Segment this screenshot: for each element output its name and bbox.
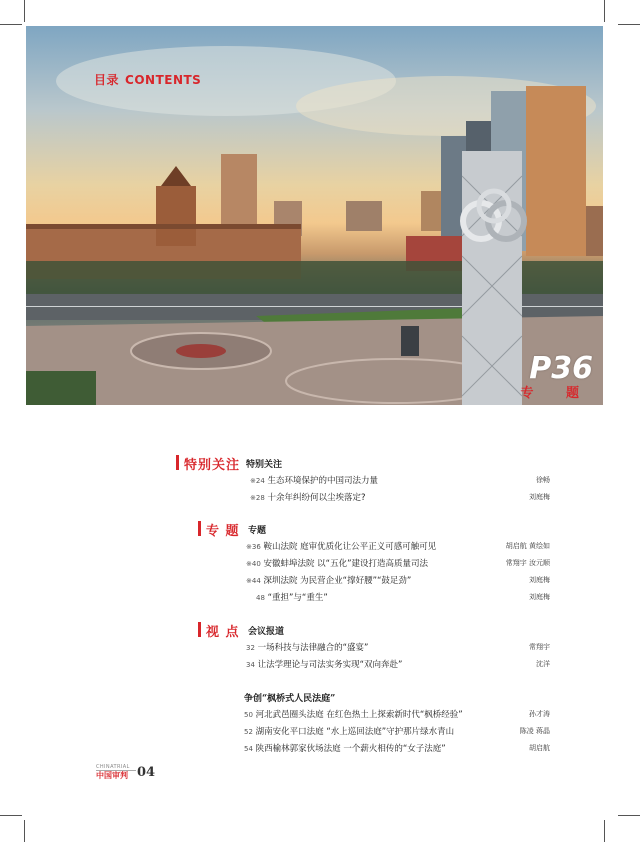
crop-mark <box>604 820 605 842</box>
item-author: 胡启航 <box>529 744 550 752</box>
section-fengqiao-courts <box>176 688 556 754</box>
cover-photo <box>26 26 603 405</box>
item-title: 鞍山法院 庭审优质化让公平正义可感可触可见 <box>263 542 437 552</box>
section-items <box>246 641 550 675</box>
section-marker <box>176 455 179 470</box>
list-item[interactable] <box>246 641 550 658</box>
crop-mark <box>604 0 605 22</box>
feature-page-badge[interactable] <box>520 351 593 401</box>
section-items <box>250 474 550 508</box>
item-title: 河北武邑圈头法庭 在红色热土上探索新时代“枫桥经验” <box>255 710 463 720</box>
item-author: 刘庭梅 <box>529 593 550 601</box>
item-title: 深圳法院 为民营企业“撑好腰”“鼓足劲” <box>263 576 412 586</box>
feature-page-tag: 专 题 <box>520 386 593 401</box>
list-item[interactable] <box>244 742 550 759</box>
item-page: 54 <box>244 745 253 753</box>
section-viewpoint <box>176 621 556 670</box>
magazine-logo <box>96 764 136 781</box>
item-page: 32 <box>246 644 255 652</box>
section-header <box>176 688 556 706</box>
contents-heading <box>94 71 201 88</box>
section-subtitle: 专题 <box>248 526 267 536</box>
list-item[interactable] <box>244 725 550 742</box>
list-item[interactable] <box>244 708 550 725</box>
crop-mark <box>24 0 25 22</box>
section-header <box>198 621 578 639</box>
section-header <box>198 520 578 538</box>
item-title: 生态环境保护的中国司法力量 <box>267 476 378 486</box>
crop-mark <box>618 815 640 816</box>
item-page: ※24 <box>250 477 265 485</box>
list-item[interactable] <box>246 574 550 591</box>
section-subtitle: 特别关注 <box>246 460 283 470</box>
item-author: 刘庭梅 <box>529 576 550 584</box>
item-title: 安徽蚌埠法院 以“五化”建设打造高质量司法 <box>263 559 428 569</box>
item-page: 48 <box>256 594 265 602</box>
item-author: 胡启航 黄绘如 <box>505 542 550 550</box>
item-author: 徐畅 <box>536 476 550 484</box>
magazine-logo-cn: 中国审判 <box>96 770 136 781</box>
magazine-logo-en: CHINATRIAL <box>96 764 130 770</box>
section-special-focus <box>176 454 556 503</box>
crop-mark <box>618 24 640 25</box>
section-header <box>176 454 556 472</box>
item-author: 常翔宇 汝元顺 <box>505 559 550 567</box>
item-page: 52 <box>244 728 253 736</box>
section-items <box>244 708 550 759</box>
page-number: 04 <box>137 765 156 780</box>
list-item[interactable] <box>246 540 550 557</box>
section-title: 专 题 <box>206 524 240 539</box>
section-items <box>246 540 550 608</box>
section-title: 视 点 <box>206 625 240 640</box>
item-title: “重担”与“重生” <box>267 593 328 603</box>
list-item[interactable] <box>250 474 550 491</box>
item-page: 50 <box>244 711 253 719</box>
item-author: 陈凌 蒋晶 <box>519 727 550 735</box>
section-title: 特别关注 <box>184 458 241 473</box>
item-page: 34 <box>246 661 255 669</box>
contents-heading-cn: 目录 <box>94 73 120 87</box>
item-page: ※40 <box>246 560 261 568</box>
item-page: ※36 <box>246 543 261 551</box>
list-item[interactable] <box>246 591 550 608</box>
item-author: 刘庭梅 <box>529 493 550 501</box>
feature-page-number: P36 <box>529 351 593 386</box>
item-title: 十余年纠纷何以尘埃落定? <box>267 493 366 503</box>
section-special-topic <box>176 520 556 603</box>
item-author: 孙才涛 <box>529 710 550 718</box>
contents-heading-en: CONTENTS <box>125 73 202 87</box>
crop-mark <box>0 815 22 816</box>
item-author: 常翔宇 <box>529 643 550 651</box>
item-title: 让法学理论与司法实务实现“双向奔赴” <box>257 660 403 670</box>
item-author: 沈洋 <box>536 660 550 668</box>
section-marker <box>198 622 201 637</box>
section-subtitle: 会议报道 <box>248 627 285 637</box>
item-title: 一场科技与法律融合的“盛宴” <box>257 643 369 653</box>
section-subtitle: 争创“枫桥式人民法庭” <box>244 694 336 704</box>
crop-mark <box>24 820 25 842</box>
section-marker <box>198 521 201 536</box>
list-item[interactable] <box>246 557 550 574</box>
list-item[interactable] <box>250 491 550 508</box>
crop-mark <box>0 24 22 25</box>
item-page: ※28 <box>250 494 265 502</box>
list-item[interactable] <box>246 658 550 675</box>
item-title: 陕西榆林郭家伙场法庭 一个薪火相传的“女子法庭” <box>255 744 446 754</box>
item-page: ※44 <box>246 577 261 585</box>
item-title: 湖南安化平口法庭 “水上巡回法庭”守护那片绿水青山 <box>255 727 455 737</box>
